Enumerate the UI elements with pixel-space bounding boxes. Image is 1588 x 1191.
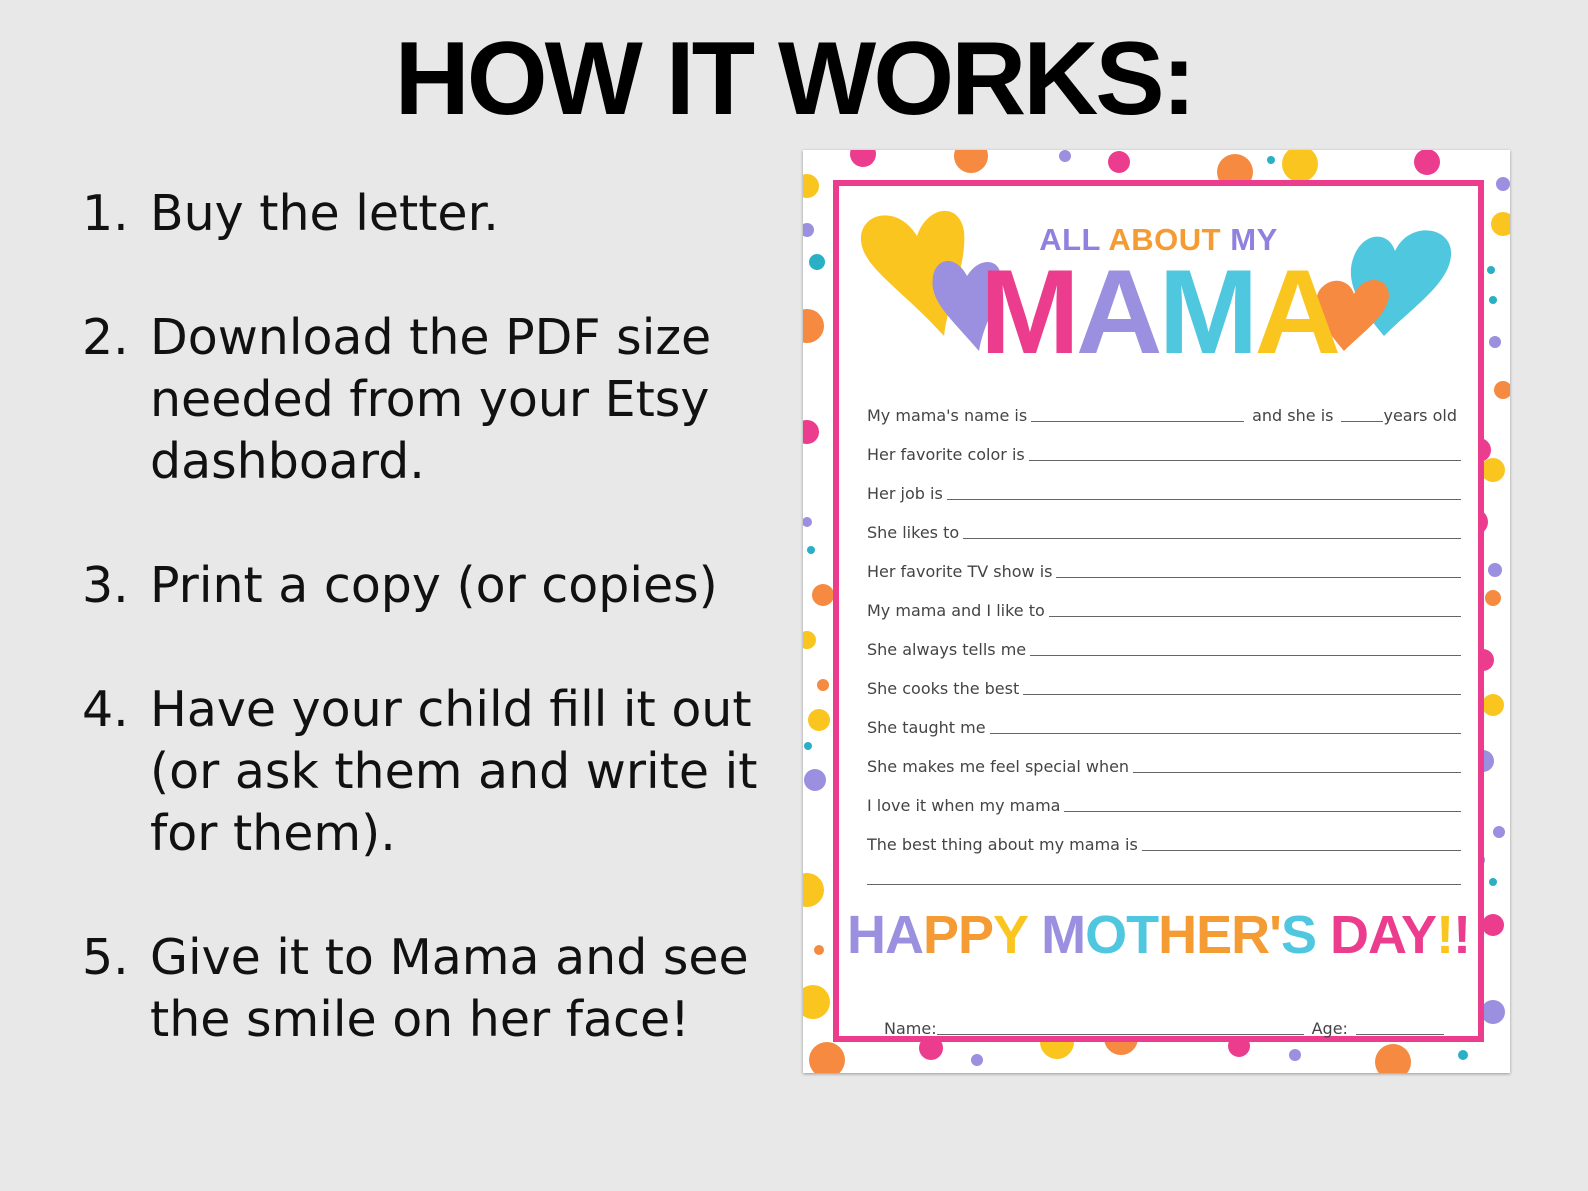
name-label: Name:: [884, 1019, 937, 1038]
step-text: Print a copy (or copies): [150, 557, 718, 614]
banner-letter: [1316, 905, 1330, 965]
form-label: She always tells me: [867, 640, 1027, 659]
banner-letter: !: [1436, 905, 1454, 965]
happy-mothers-day-banner: [839, 904, 1478, 966]
sheet-frame: [833, 180, 1484, 1042]
blank-line: [1142, 832, 1461, 851]
form-label: My mama's name is: [867, 406, 1028, 425]
form-label: The best thing about my mama is: [867, 835, 1138, 854]
banner-letter: !: [1453, 905, 1471, 965]
form-label: She likes to: [867, 523, 960, 542]
form-label: I love it when my mama: [867, 796, 1061, 815]
form-label: years old: [1383, 406, 1457, 425]
form-label: My mama and I like to: [867, 601, 1045, 620]
subtitle-word: MY: [1230, 222, 1278, 257]
step-item: [82, 679, 782, 865]
step-number: 5.: [82, 929, 129, 986]
banner-letter: R: [1231, 905, 1270, 965]
form-label: Her favorite color is: [867, 445, 1025, 464]
step-number: 3.: [82, 557, 129, 614]
form-row: [867, 620, 1461, 659]
step-item: [82, 555, 782, 617]
banner-letter: Y: [993, 905, 1028, 965]
form-label: She makes me feel special when: [867, 757, 1130, 776]
step-number: 4.: [82, 681, 129, 738]
banner-letter: H: [846, 905, 885, 965]
form-row: [867, 503, 1461, 542]
blank-line: [1029, 442, 1461, 461]
banner-letter: T: [1126, 905, 1159, 965]
step-text: Have your child fill it out (or ask them and write it for them).: [150, 681, 758, 862]
title-letter: M: [1158, 245, 1255, 379]
subtitle-word: ALL: [1039, 222, 1101, 257]
blank-line: [1023, 676, 1461, 695]
step-item: [82, 307, 782, 493]
form-row: [867, 464, 1461, 503]
banner-letter: D: [1330, 905, 1368, 965]
banner-letter: P: [957, 905, 994, 965]
title-letter: A: [1075, 245, 1159, 379]
banner-letter: A: [884, 905, 923, 965]
title-letter: M: [979, 245, 1076, 379]
step-number: 1.: [82, 185, 129, 242]
form-row: [867, 698, 1461, 737]
fill-in-form: [867, 386, 1461, 885]
step-text: Buy the letter.: [150, 185, 499, 242]
blank-line: [1133, 754, 1461, 773]
form-row: [867, 737, 1461, 776]
form-row: [867, 659, 1461, 698]
step-item: [82, 183, 782, 245]
form-row: [867, 386, 1461, 425]
banner-letter: P: [922, 905, 958, 965]
banner-letter: E: [1196, 905, 1232, 965]
banner-letter: ': [1269, 905, 1281, 965]
form-label: She cooks the best: [867, 679, 1020, 698]
blank-line: [963, 520, 1461, 539]
form-label: Her favorite TV show is: [867, 562, 1053, 581]
blank-line: [1049, 598, 1461, 617]
banner-letter: S: [1280, 905, 1316, 965]
name-blank-line: [937, 1016, 1304, 1035]
banner-letter: M: [1041, 905, 1086, 965]
blank-line: [1064, 793, 1461, 812]
banner-letter: H: [1158, 905, 1197, 965]
blank-line: [1341, 403, 1383, 422]
sheet-title: [839, 245, 1478, 379]
banner-letter: A: [1368, 905, 1402, 965]
step-text: Download the PDF size needed from your Etsy dashboard.: [150, 309, 712, 490]
age-blank-line: [1356, 1016, 1444, 1035]
steps-list: [82, 183, 782, 1113]
blank-line: [1031, 403, 1244, 422]
banner-letter: [1027, 905, 1041, 965]
age-label: Age:: [1311, 1019, 1348, 1038]
step-item: [82, 927, 782, 1051]
form-row: [867, 776, 1461, 815]
printable-sheet-preview: [803, 150, 1510, 1073]
page-heading: HOW IT WORKS:: [394, 21, 1194, 137]
banner-letter: Y: [1401, 905, 1437, 965]
signature-row: [884, 1016, 1444, 1038]
form-label: She taught me: [867, 718, 986, 737]
title-letter: A: [1254, 245, 1338, 379]
form-row: [867, 542, 1461, 581]
blank-line: [947, 481, 1461, 500]
subtitle-word: ABOUT: [1108, 222, 1222, 257]
form-label: and she is: [1252, 406, 1334, 425]
blank-line: [990, 715, 1461, 734]
form-label: Her job is: [867, 484, 943, 503]
step-number: 2.: [82, 309, 129, 366]
form-row: [867, 425, 1461, 464]
form-row: [867, 581, 1461, 620]
blank-line: [1056, 559, 1461, 578]
step-text: Give it to Mama and see the smile on her face!: [150, 929, 749, 1048]
blank-line: [1030, 637, 1461, 656]
banner-letter: O: [1085, 905, 1127, 965]
blank-line: [867, 854, 1461, 885]
form-row: [867, 815, 1461, 854]
